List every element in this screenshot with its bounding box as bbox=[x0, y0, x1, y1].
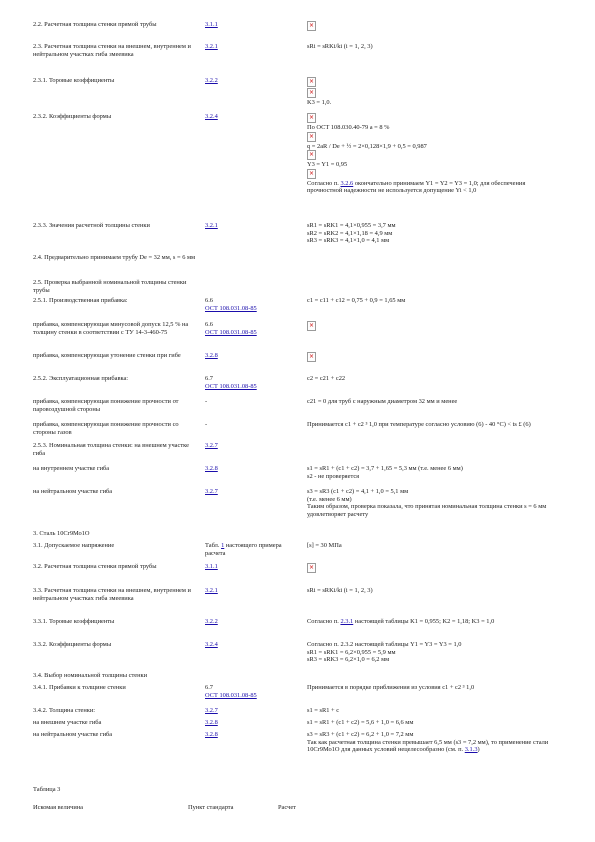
calculation-text: Согласно п. bbox=[307, 618, 341, 625]
calculation-line bbox=[307, 618, 562, 626]
cell-clause bbox=[205, 113, 303, 121]
cell-calculation bbox=[307, 618, 562, 626]
cell-quantity: 3.3. Расчетная толщина стенки на внешнем, внутреннем и нейтральном участках гиба змеевика bbox=[33, 587, 191, 602]
calculation-line: s3 = sR3 (c1 + c2) = 4,1 + 1,0 = 5,1 мм bbox=[307, 488, 409, 495]
clause-text: - bbox=[205, 398, 208, 405]
header-col-calculation: Расчет bbox=[278, 804, 296, 811]
cell-quantity: на нейтральном участке гиба bbox=[33, 731, 113, 738]
calculation-line: Принимается в порядке приближения из условия c1 + c2 ³ 1,0 bbox=[307, 684, 475, 691]
cell-quantity: прибавка, компенсирующая утонение стенки при гибе bbox=[33, 352, 181, 359]
header-col-value: Искомая величина bbox=[33, 804, 83, 811]
clause-number: 6.6 bbox=[205, 321, 213, 328]
calculation-line: sR1 = sRK1 = 4,1×0,955 = 3,7 мм bbox=[307, 222, 396, 229]
cell-clause bbox=[205, 587, 303, 595]
cell-calculation bbox=[307, 684, 562, 692]
cell-calculation bbox=[307, 43, 562, 51]
cell-quantity: 2.3. Расчетная толщина стенки на внешнем, внутреннем и нейтральном участках гиба змеевика bbox=[33, 43, 191, 58]
clause-link[interactable]: 3.2.8 bbox=[205, 352, 218, 359]
cell-clause bbox=[205, 707, 303, 715]
broken-image-icon: × bbox=[308, 22, 315, 29]
clause-link[interactable]: 3.2.4 bbox=[205, 113, 218, 120]
clause-line bbox=[205, 692, 303, 700]
calculation-line: c1 = c11 + c12 = 0,75 + 0,9 = 1,65 мм bbox=[307, 297, 406, 304]
calculation-line: Таким образом, проверка показала, что принятая номинальная толщина стенки s = 6 мм удовлетворяет расчету bbox=[307, 503, 547, 518]
cell-quantity: 3.1. Допускаемое напряжение bbox=[33, 542, 115, 549]
cell-clause bbox=[205, 542, 303, 557]
cell-clause bbox=[205, 488, 303, 496]
cell-clause bbox=[205, 77, 303, 85]
calculation-line: sRi = sRKi/ki (i = 1, 2, 3) bbox=[307, 43, 373, 50]
clause-text: - bbox=[205, 421, 208, 428]
clause-link[interactable]: 3.1.1 bbox=[205, 21, 218, 28]
calculation-line bbox=[307, 180, 562, 195]
clause-link[interactable]: 3.2.1 bbox=[205, 587, 218, 594]
clause-link[interactable]: 3.2.8 bbox=[205, 465, 218, 472]
broken-image-icon: × bbox=[308, 151, 315, 159]
calculation-line: s1 = sR1 + (c1 + c2) = 5,6 + 1,0 = 6,6 мм bbox=[307, 719, 414, 726]
cell-calculation bbox=[307, 488, 562, 518]
broken-image-icon: × bbox=[308, 322, 315, 329]
cell-quantity: прибавка, компенсирующая минусовой допуск 12,5 % на толщину стенки в соответствии с ТУ 14-3-460-75 bbox=[33, 321, 189, 336]
cell-quantity: 3.3.2. Коэффициенты формы bbox=[33, 641, 112, 648]
calculation-line: sRi = sRKi/ki (i = 1, 2, 3) bbox=[307, 587, 373, 594]
clause-link[interactable]: 3.2.7 bbox=[205, 707, 218, 714]
calculation-line: sR1 = sRK1 = 6,2×0,955 = 5,9 мм bbox=[307, 648, 396, 656]
broken-image-icon: × bbox=[308, 78, 315, 85]
clause-text: Табл. bbox=[205, 542, 222, 549]
clause-number: 6.6 bbox=[205, 297, 213, 304]
clause-line bbox=[205, 321, 303, 329]
cell-quantity: 3.3.1. Торовые коэффициенты bbox=[33, 618, 115, 625]
standard-reference-link[interactable]: ОСТ 108.031.08-85 bbox=[205, 328, 257, 336]
clause-link[interactable]: 3.1.1 bbox=[205, 563, 218, 570]
cell-clause bbox=[205, 684, 303, 699]
cell-clause bbox=[205, 321, 303, 336]
cell-quantity: 2.5.3. Номинальная толщина стенки: на внешнем участке гиба bbox=[33, 442, 189, 457]
cell-quantity: прибавка, компенсирующая понижение прочности со стороны газов bbox=[33, 421, 179, 436]
calculation-text: окончательно принимаем Y1 = Y2 = Y3 = 1,0; для обеспечения прочностной надежности не используется допущение Yi < 1,0 bbox=[307, 179, 526, 195]
cell-quantity: 2.5. Проверка выбранной номинальной толщины стенки трубы bbox=[33, 279, 187, 294]
clause-link[interactable]: 3.2.7 bbox=[205, 442, 218, 449]
cell-clause bbox=[205, 563, 303, 571]
clause-line bbox=[205, 542, 303, 557]
calculation-line: s3 = sR3 + (c1 + c2) = 6,2 + 1,0 = 7,2 мм bbox=[307, 731, 414, 738]
calculation-line: s1 = sR1 + (c1 + c2) = 3,7 + 1,65 = 5,3 мм (т.е. менее 6 мм) bbox=[307, 465, 463, 472]
cell-calculation bbox=[307, 719, 562, 727]
broken-image-icon: × bbox=[308, 169, 315, 177]
cell-clause bbox=[205, 442, 303, 450]
calculation-line: K3 = 1,0. bbox=[307, 99, 332, 106]
calculation-text: настоящей таблицы K1 = 0,955; K2 = 1,18; K3 = 1,0 bbox=[353, 618, 495, 625]
cell-calculation bbox=[307, 563, 562, 574]
cell-quantity: 2.5.2. Эксплуатационная прибавка: bbox=[33, 375, 129, 382]
cell-clause bbox=[205, 297, 303, 312]
cell-calculation bbox=[307, 297, 562, 305]
clause-line bbox=[205, 297, 303, 305]
broken-image-icon: × bbox=[308, 353, 315, 360]
cell-calculation bbox=[307, 542, 562, 550]
calculation-line: s1 = sR1 + c bbox=[307, 707, 340, 714]
cell-clause bbox=[205, 618, 303, 626]
cell-calculation bbox=[307, 707, 562, 715]
cell-quantity: 2.4. Предварительно принимаем трубу De = 32 мм, s = 6 мм bbox=[33, 254, 196, 261]
cell-quantity: прибавка, компенсирующая понижение прочности от паровоздушной стороны bbox=[33, 398, 179, 413]
standard-reference-link[interactable]: ОСТ 108.031.08-85 bbox=[205, 304, 257, 312]
cell-clause bbox=[205, 719, 303, 727]
calculation-line: sR3 = sRK3 = 6,2×1,0 = 6,2 мм bbox=[307, 656, 390, 664]
cell-quantity: на внутреннем участке гиба bbox=[33, 465, 110, 472]
clause-line bbox=[205, 329, 303, 337]
calculation-text: Согласно п. bbox=[307, 179, 341, 187]
cell-clause bbox=[205, 641, 303, 649]
clause-link[interactable]: 3.1.3 bbox=[464, 746, 478, 754]
cell-quantity: 2.3.3. Значения расчетной толщины стенки bbox=[33, 222, 150, 229]
clause-line bbox=[205, 383, 303, 391]
cell-quantity: 2.5.1. Производственная прибавка: bbox=[33, 297, 128, 304]
cell-calculation bbox=[307, 375, 562, 383]
calculation-text: ) bbox=[477, 746, 480, 754]
cell-clause bbox=[205, 731, 303, 739]
cell-quantity: 2.2. Расчетная толщина стенки прямой трубы bbox=[33, 21, 157, 28]
clause-link[interactable]: 3.2.8 bbox=[205, 719, 218, 726]
calculation-line: sR3 = sRK3 = 4,1×1,0 = 4,1 мм bbox=[307, 237, 390, 245]
cell-quantity: на нейтральном участке гиба bbox=[33, 488, 113, 495]
cell-calculation bbox=[307, 587, 562, 595]
header-col-clause: Пункт стандарта bbox=[188, 804, 234, 811]
calculation-line: Согласно п. 2.3.2 настоящей таблицы Y1 = Y3 = Y3 = 1,0 bbox=[307, 641, 462, 648]
calculation-line: Принимается c1 + c2 ³ 1,0 при температуре согласно условию (6) - 40 °С) < ts £ (6) bbox=[307, 421, 531, 428]
clause-link[interactable]: 3.2.1 bbox=[205, 222, 218, 229]
clause-link[interactable]: 3.2.2 bbox=[205, 618, 218, 625]
clause-link[interactable]: 3.2.8 bbox=[205, 731, 218, 738]
broken-image-icon: × bbox=[308, 132, 315, 140]
clause-text: настоящего примера расчета bbox=[205, 542, 282, 557]
clause-link[interactable]: 3.2.6 bbox=[340, 179, 354, 187]
cell-calculation bbox=[307, 465, 562, 480]
cell-calculation bbox=[307, 77, 562, 107]
cell-clause bbox=[205, 222, 303, 230]
cell-calculation bbox=[307, 641, 562, 664]
clause-number: 6.7 bbox=[205, 375, 213, 382]
broken-image-icon: × bbox=[308, 564, 315, 571]
cell-calculation bbox=[307, 398, 562, 406]
calculation-line: (т.е. менее 6 мм) bbox=[307, 495, 352, 503]
calculation-line: s2 - не проверяется bbox=[307, 472, 360, 480]
table-reference-link[interactable]: 1 bbox=[221, 542, 225, 549]
clause-line bbox=[205, 305, 303, 313]
standard-reference-link[interactable]: ОСТ 108.031.08-85 bbox=[205, 382, 257, 390]
cell-clause bbox=[205, 398, 303, 406]
standard-reference-link[interactable]: ОСТ 108.031.08-85 bbox=[205, 691, 257, 699]
table-3-caption: Таблица 3 bbox=[33, 786, 61, 793]
cell-quantity: 2.3.1. Торовые коэффициенты bbox=[33, 77, 115, 84]
cell-quantity: 3.4.1. Прибавки к толщине стенки bbox=[33, 684, 126, 691]
cell-calculation bbox=[307, 222, 562, 245]
clause-link[interactable]: 3.2.4 bbox=[205, 641, 218, 648]
calculation-line: c21 = 0 для труб с наружным диаметром 32 мм и менее bbox=[307, 398, 458, 405]
cell-clause bbox=[205, 375, 303, 390]
clause-link[interactable]: 3.2.1 bbox=[205, 43, 218, 50]
calculation-line: c2 = c21 + c22 bbox=[307, 375, 346, 382]
calculation-line: q = 2aR / De + ½ = 2×0,128×1,9 + 0,5 = 0,987 bbox=[307, 142, 427, 150]
broken-image-icon: × bbox=[308, 114, 315, 121]
calculation-line: [s] = 30 МПа bbox=[307, 542, 342, 549]
clause-number: 6.7 bbox=[205, 684, 213, 691]
cell-clause bbox=[205, 43, 303, 51]
cell-quantity: 3.2. Расчетная толщина стенки прямой трубы bbox=[33, 563, 157, 570]
clause-link[interactable]: 3.2.7 bbox=[205, 488, 218, 495]
calculation-line: Y3 = Y1 = 0,95 bbox=[307, 161, 348, 169]
cell-calculation bbox=[307, 421, 562, 429]
cell-clause bbox=[205, 21, 303, 29]
cell-quantity: 2.3.2. Коэффициенты формы bbox=[33, 113, 112, 120]
cell-calculation bbox=[307, 113, 562, 195]
calculation-line: По ОСТ 108.030.40-79 a = 8 % bbox=[307, 124, 390, 131]
clause-link[interactable]: 2.3.1 bbox=[340, 618, 354, 625]
cell-quantity: 3.4. Выбор номинальной толщины стенки bbox=[33, 672, 148, 679]
cell-calculation bbox=[307, 731, 562, 754]
cell-clause bbox=[205, 421, 303, 429]
calculation-line bbox=[307, 739, 562, 754]
clause-link[interactable]: 3.2.2 bbox=[205, 77, 218, 84]
clause-line bbox=[205, 684, 303, 692]
cell-quantity: 3.4.2. Толщина стенки: bbox=[33, 707, 96, 714]
broken-image-icon: × bbox=[308, 89, 315, 96]
cell-clause bbox=[205, 465, 303, 473]
cell-quantity: на внешнем участке гиба bbox=[33, 719, 102, 726]
cell-calculation bbox=[307, 352, 562, 363]
clause-line bbox=[205, 375, 303, 383]
cell-calculation bbox=[307, 21, 562, 32]
calculation-text: Так как расчетная толщина стенки превышает 6,5 мм (s3 = 7,2 мм), то применение стали 10Сr9Мо1О для данных условий нецелесообразно (см. п. bbox=[307, 738, 549, 754]
cell-clause bbox=[205, 352, 303, 360]
cell-quantity: 3. Сталь 10Сr9Мо1О bbox=[33, 530, 90, 537]
cell-calculation bbox=[307, 321, 562, 332]
calculation-line: sR2 = sRK2 = 4,1×1,18 = 4,9 мм bbox=[307, 229, 393, 237]
